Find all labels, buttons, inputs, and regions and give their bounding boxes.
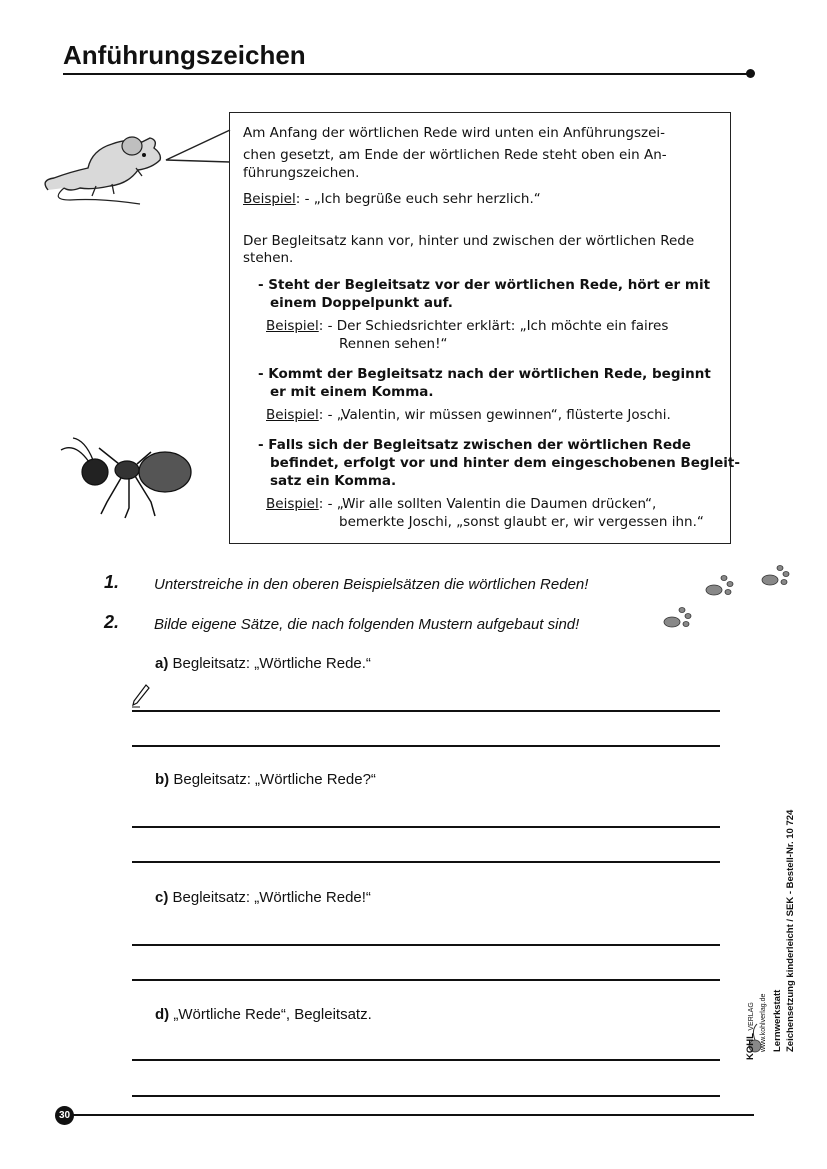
task-2-text: Bilde eigene Sätze, die nach folgenden Mustern aufgebaut sind! — [154, 616, 580, 633]
pattern-c: c) Begleitsatz: „Wörtliche Rede!“ — [155, 889, 371, 906]
pattern-a: a) Begleitsatz: „Wörtliche Rede.“ — [155, 655, 371, 672]
example-3-line-1: Beispiel: - „Wir alle sollten Valentin die Daumen drücken“, — [266, 496, 657, 512]
book-title: Zeichensetzung kinderleicht / SEK - Bestell-Nr. 10 724 — [785, 809, 796, 1052]
answer-line[interactable] — [132, 1059, 720, 1061]
paragraph-line-1: Der Begleitsatz kann vor, hinter und zwischen der wörtlichen Rede — [243, 233, 695, 249]
answer-line[interactable] — [132, 1095, 720, 1097]
task-1-number: 1. — [104, 572, 120, 592]
pattern-d: d) „Wörtliche Rede“, Begleitsatz. — [155, 1006, 372, 1023]
rule-intro-line-1: Am Anfang der wörtlichen Rede wird unten ein Anführungszei- — [243, 125, 666, 141]
publisher-name: KOHL VERLAG — [745, 1002, 756, 1060]
page-title: Anführungszeichen — [63, 40, 306, 70]
answer-line[interactable] — [132, 826, 720, 828]
rule-3-line-3: satz ein Komma. — [270, 473, 397, 489]
rule-3-line-1: - Falls sich der Begleitsatz zwischen der wörtlichen Rede — [258, 437, 691, 453]
example-1-line-2: Rennen sehen!“ — [339, 336, 448, 352]
paw-prints-icon — [700, 562, 795, 634]
example-3-line-2: bemerkte Joschi, „sonst glaubt er, wir vergessen ihn.“ — [339, 514, 704, 530]
pattern-b: b) Begleitsatz: „Wörtliche Rede?“ — [155, 771, 376, 788]
paw-print-icon — [660, 604, 700, 634]
speech-bubble-tail — [160, 124, 232, 169]
page-number: 30 — [55, 1106, 74, 1125]
example-label: Beispiel — [243, 191, 296, 207]
rule-intro-line-3: führungszeichen. — [243, 165, 360, 181]
series-name: Lernwerkstatt — [772, 989, 783, 1052]
rule-1-line-1: - Steht der Begleitsatz vor der wörtlichen Rede, hört er mit — [258, 277, 711, 293]
answer-line[interactable] — [132, 745, 720, 747]
title-divider-dot — [746, 69, 755, 78]
task-2-number: 2. — [104, 612, 120, 632]
answer-line[interactable] — [132, 944, 720, 946]
task-1-text: Unterstreiche in den oberen Beispielsätzen die wörtlichen Reden! — [154, 576, 589, 593]
example-0: Beispiel: - „Ich begrüße euch sehr herzlich.“ — [243, 191, 541, 207]
footer-divider — [70, 1114, 754, 1116]
title-divider — [63, 73, 751, 75]
rule-2-line-2: er mit einem Komma. — [270, 384, 434, 400]
example-1-line-1: Beispiel: - Der Schiedsrichter erklärt: „Ich möchte ein faires — [266, 318, 669, 334]
example-2-line-1: Beispiel: - „Valentin, wir müssen gewinnen“, flüsterte Joschi. — [266, 407, 671, 423]
rule-1-line-2: einem Doppelpunkt auf. — [270, 295, 453, 311]
pencil-icon — [130, 683, 150, 709]
mouse-icon — [40, 128, 165, 210]
rule-2-line-1: - Kommt der Begleitsatz nach der wörtlichen Rede, beginnt — [258, 366, 711, 382]
rule-intro-line-2: chen gesetzt, am Ende der wörtlichen Rede steht oben ein An- — [243, 147, 667, 163]
rule-3-line-2: befindet, erfolgt vor und hinter dem eingeschobenen Begleit- — [270, 455, 740, 471]
ant-icon — [55, 432, 195, 520]
answer-line[interactable] — [132, 979, 720, 981]
publisher-url: www.kohlverlag.de — [760, 993, 767, 1052]
paragraph-line-2: stehen. — [243, 250, 294, 266]
answer-line[interactable] — [132, 861, 720, 863]
answer-line[interactable] — [132, 710, 720, 712]
